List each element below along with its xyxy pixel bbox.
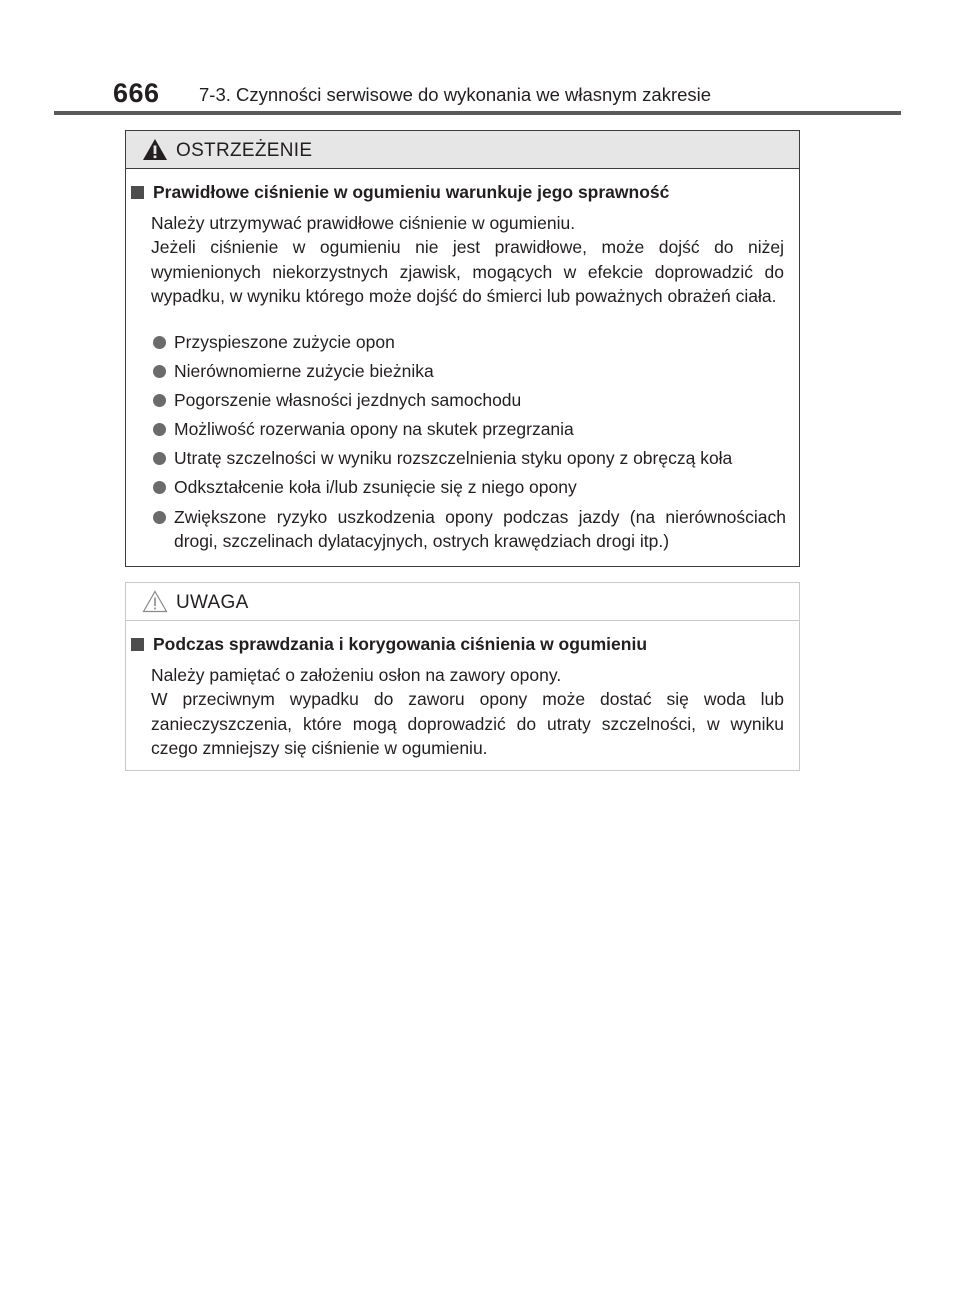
list-item: Pogorszenie własności jezdnych samochodu <box>153 388 786 413</box>
notice-paragraph-2: W przeciwnym wypadku do zaworu opony może dostać się woda lub zanieczyszczenia, które mogą doprowadzić do utraty szczelności, w wyniku czego zmniejszy się ciśnienie w ogumieniu. <box>151 689 784 758</box>
warning-label: OSTRZEŻENIE <box>176 140 313 161</box>
notice-box-header <box>126 583 799 621</box>
warning-box <box>125 130 800 567</box>
list-item: Odkształcenie koła i/lub zsunięcie się z niego opony <box>153 475 786 500</box>
warning-triangle-icon <box>142 138 168 161</box>
caution-triangle-outline-icon <box>142 590 168 613</box>
notice-paragraph-1: Należy pamiętać o założeniu osłon na zawory opony. <box>151 665 562 685</box>
square-bullet-icon <box>131 186 144 199</box>
warning-subheading <box>131 182 669 203</box>
list-item: Możliwość rozerwania opony na skutek przegrzania <box>153 417 786 442</box>
warning-subheading-text: Prawidłowe ciśnienie w ogumieniu warunkuje jego sprawność <box>153 182 670 202</box>
round-bullet-icon <box>153 452 166 465</box>
warning-box-header <box>126 131 799 169</box>
list-item: Nierównomierne zużycie bieżnika <box>153 359 786 384</box>
notice-subheading <box>131 634 647 655</box>
notice-label: UWAGA <box>176 592 249 613</box>
round-bullet-icon <box>153 481 166 494</box>
list-item: Utratę szczelności w wyniku rozszczelnienia styku opony z obręczą koła <box>153 446 786 471</box>
warning-paragraph-2: Jeżeli ciśnienie w ogumieniu nie jest prawidłowe, może dojść do niżej wymienionych niekorzystnych zjawisk, mogących w efekcie doprowadzić do wypadku, w wyniku którego może dojść do śmierci lub poważnych obrażeń ciała. <box>151 237 784 306</box>
header-divider <box>54 111 901 115</box>
round-bullet-icon <box>153 365 166 378</box>
round-bullet-icon <box>153 394 166 407</box>
round-bullet-icon <box>153 423 166 436</box>
list-item: Zwiększone ryzyko uszkodzenia opony podczas jazdy (na nierównościach drogi, szczelinach dylatacyjnych, ostrych krawędziach drogi itp.) <box>153 505 786 554</box>
warning-paragraph-1: Należy utrzymywać prawidłowe ciśnienie w ogumieniu. <box>151 213 576 233</box>
warning-bullet-list <box>153 330 786 558</box>
notice-box <box>125 582 800 771</box>
list-item: Przyspieszone zużycie opon <box>153 330 786 355</box>
round-bullet-icon <box>153 336 166 349</box>
page-header <box>0 0 960 120</box>
round-bullet-icon <box>153 511 166 524</box>
page-number: 666 <box>113 78 160 108</box>
notice-subheading-text: Podczas sprawdzania i korygowania ciśnienia w ogumieniu <box>153 634 648 654</box>
square-bullet-icon <box>131 638 144 651</box>
section-title: 7-3. Czynności serwisowe do wykonania we własnym zakresie <box>199 84 712 105</box>
